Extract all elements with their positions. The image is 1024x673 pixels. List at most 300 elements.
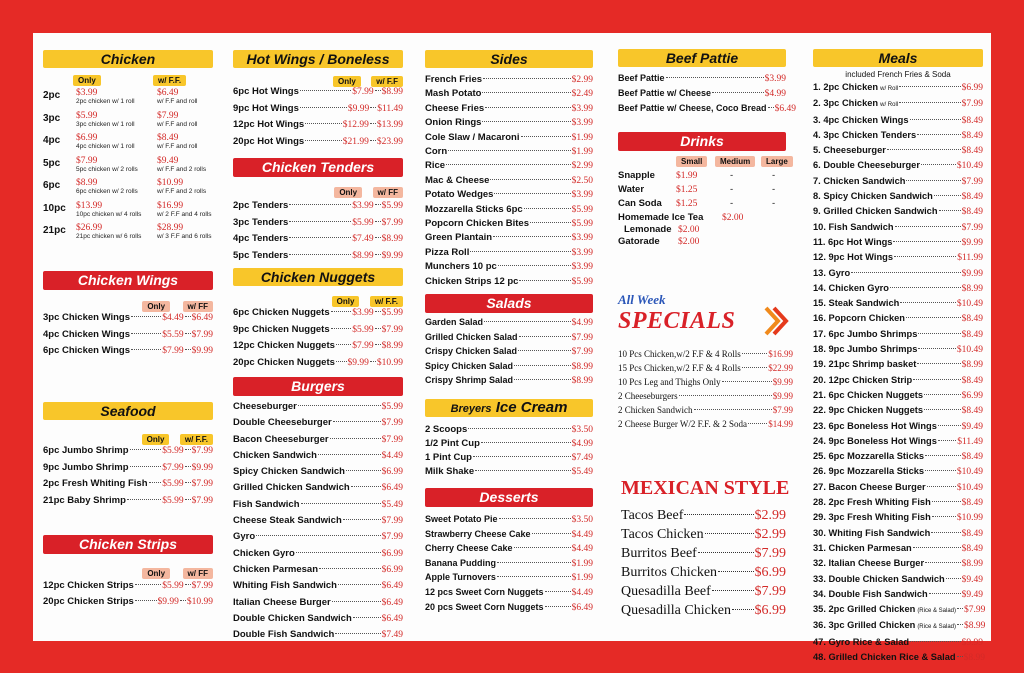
price-with-fries: $7.99 bbox=[381, 324, 403, 335]
price-with-fries: $10.99 bbox=[186, 597, 213, 607]
meal-name: 6. Double Cheeseburger bbox=[813, 160, 920, 171]
item-price: $6.99 bbox=[381, 467, 403, 478]
menu-item-row bbox=[233, 595, 403, 611]
item-name: Grilled Chicken Sandwich bbox=[233, 482, 350, 494]
price-with-fries: $9.99 bbox=[191, 346, 213, 356]
size-small-label: Small bbox=[676, 156, 707, 167]
menu-item-row bbox=[425, 542, 593, 557]
menu-item-row bbox=[233, 322, 403, 339]
meal-price: $8.49 bbox=[961, 314, 983, 325]
menu-item-row bbox=[618, 86, 786, 101]
chicken-qty: 3pc bbox=[43, 112, 61, 124]
dot-leader bbox=[722, 381, 772, 382]
chicken-only-detail: 6pc chicken w/ 2 rolls bbox=[76, 188, 138, 195]
meal-price: $9.49 bbox=[961, 421, 983, 432]
sides-section bbox=[425, 50, 593, 289]
dot-leader bbox=[332, 601, 381, 602]
meal-item-row bbox=[813, 618, 986, 634]
dot-leader bbox=[931, 532, 960, 533]
dot-leader bbox=[473, 456, 571, 457]
dot-leader bbox=[130, 466, 162, 467]
col-ff-label: w/ FF bbox=[183, 568, 213, 579]
dot-leader bbox=[353, 617, 381, 618]
chicken-only-price: $13.99 bbox=[76, 200, 103, 211]
meal-item-row bbox=[813, 572, 983, 587]
dot-leader bbox=[910, 119, 961, 120]
mexican-item-row bbox=[621, 544, 786, 563]
dot-leader bbox=[913, 379, 960, 380]
item-price: $3.50 bbox=[571, 515, 593, 525]
price-only: $8.99 bbox=[352, 250, 374, 261]
meal-item-row bbox=[813, 556, 983, 571]
dot-leader bbox=[370, 361, 376, 362]
chicken-ff-price: $28.99 bbox=[157, 223, 184, 233]
special-price: $22.99 bbox=[768, 363, 793, 373]
meal-price: $9.99 bbox=[961, 237, 983, 248]
gatorade-price: $2.00 bbox=[678, 237, 700, 247]
meal-price: $8.99 bbox=[961, 559, 983, 570]
dot-leader bbox=[470, 251, 570, 252]
menu-item-row bbox=[233, 134, 403, 151]
item-name: Popcorn Chicken Bites bbox=[425, 218, 529, 230]
dot-leader bbox=[135, 600, 157, 601]
chicken-ff-price: $6.49 bbox=[157, 88, 179, 98]
item-name: Grilled Chicken Salad bbox=[425, 331, 518, 342]
item-name: 20 pcs Sweet Corn Nuggets bbox=[425, 601, 544, 612]
meal-item-row bbox=[813, 143, 983, 158]
item-price: $6.99 bbox=[381, 564, 403, 575]
price-only: $5.99 bbox=[162, 479, 184, 489]
meal-name: 21. 6pc Chicken Nuggets bbox=[813, 389, 924, 400]
meal-item-row bbox=[813, 128, 983, 143]
dot-leader bbox=[301, 503, 381, 504]
meal-name: 15. Steak Sandwich bbox=[813, 298, 900, 309]
dot-leader bbox=[519, 280, 570, 281]
item-name: Double Cheeseburger bbox=[233, 417, 332, 429]
item-name: 2 Scoops bbox=[425, 424, 468, 435]
special-item-row bbox=[618, 403, 793, 417]
item-price: $2.49 bbox=[571, 89, 593, 100]
dot-leader bbox=[894, 256, 956, 257]
col-only-label: Only bbox=[334, 187, 362, 198]
dot-leader bbox=[130, 449, 162, 450]
price-only: $5.99 bbox=[162, 446, 184, 456]
chicken-only-detail: 2pc chicken w/ 1 roll bbox=[76, 98, 135, 105]
drink-medium-price: - bbox=[730, 198, 734, 209]
drink-small-price: $1.25 bbox=[676, 199, 698, 209]
dot-leader bbox=[934, 195, 961, 196]
meal-item-row bbox=[813, 464, 983, 479]
dot-leader bbox=[748, 423, 767, 424]
gatorade-label: Gatorade bbox=[618, 236, 660, 247]
meal-name: 47. Gyro Rice & Salad bbox=[813, 636, 910, 647]
dot-leader bbox=[131, 333, 161, 334]
chicken-qty: 21pc bbox=[43, 225, 66, 236]
item-name: Cheese Steak Sandwich bbox=[233, 515, 342, 527]
item-price: $4.49 bbox=[571, 587, 593, 598]
menu-item-row bbox=[618, 101, 796, 116]
dot-leader bbox=[499, 518, 571, 519]
price-with-fries: $7.99 bbox=[191, 446, 213, 456]
menu-item-row bbox=[43, 594, 213, 610]
meal-note: (Rice & Salad) bbox=[917, 624, 956, 631]
dot-leader bbox=[484, 321, 571, 322]
mexican-section bbox=[621, 476, 790, 620]
item-price: $5.99 bbox=[571, 204, 593, 215]
dot-leader bbox=[375, 237, 381, 238]
wings-header: Chicken Wings bbox=[43, 271, 213, 290]
item-price: $2.99 bbox=[571, 75, 593, 85]
price-with-fries: $8.99 bbox=[381, 87, 403, 97]
item-name: Double Chicken Sandwich bbox=[233, 612, 352, 624]
dot-leader bbox=[370, 123, 376, 124]
item-name: 12pc Chicken Nuggets bbox=[233, 340, 335, 351]
meal-item-row bbox=[813, 541, 983, 556]
item-name: 1/2 Pint Cup bbox=[425, 438, 480, 449]
meal-price: $8.49 bbox=[961, 329, 983, 340]
item-name: Spicy Chicken Salad bbox=[425, 360, 514, 371]
item-price: $3.99 bbox=[571, 247, 593, 258]
item-price: $6.99 bbox=[381, 548, 403, 559]
chicken-only-price: $3.99 bbox=[76, 88, 98, 98]
special-price: $14.99 bbox=[768, 419, 793, 429]
dot-leader bbox=[331, 311, 352, 312]
meal-name: 4. 3pc Chicken Tenders bbox=[813, 129, 917, 140]
strips-header: Chicken Strips bbox=[43, 535, 213, 554]
dot-leader bbox=[135, 584, 161, 585]
meal-price: $11.49 bbox=[957, 436, 983, 447]
meal-price: $8.49 bbox=[961, 146, 983, 157]
item-name: Cheeseburger bbox=[233, 401, 297, 412]
dot-leader bbox=[514, 547, 571, 548]
price-with-fries: $7.99 bbox=[191, 329, 213, 340]
menu-item-row bbox=[425, 116, 593, 130]
dot-leader bbox=[698, 552, 754, 553]
meal-item-row bbox=[813, 96, 983, 112]
dot-leader bbox=[338, 584, 381, 585]
item-name: 9pc Hot Wings bbox=[233, 102, 299, 114]
chicken-ff-price: $16.99 bbox=[157, 200, 184, 211]
menu-item-row bbox=[425, 203, 593, 217]
meal-name: 8. Spicy Chicken Sandwich bbox=[813, 191, 933, 202]
chevron-right-icon bbox=[762, 305, 790, 337]
dot-leader bbox=[370, 107, 376, 108]
meal-name: 32. Italian Cheese Burger bbox=[813, 558, 925, 569]
dot-leader bbox=[910, 641, 961, 642]
chicken-only-detail: 4pc chicken w/ 1 roll bbox=[76, 143, 135, 150]
item-name: Milk Shake bbox=[425, 466, 475, 477]
dot-leader bbox=[938, 440, 956, 441]
menu-item-row bbox=[425, 331, 593, 346]
tenders-section bbox=[233, 158, 403, 264]
mexican-title: MEXICAN STYLE bbox=[621, 477, 790, 499]
meal-item-row bbox=[813, 296, 983, 311]
dot-leader bbox=[694, 409, 772, 410]
chicken-only-detail: 21pc chicken w/ 6 rolls bbox=[76, 233, 142, 240]
special-price: $9.99 bbox=[772, 377, 793, 387]
chicken-only-price: $6.99 bbox=[76, 133, 98, 143]
chicken-only-price: $26.99 bbox=[76, 223, 103, 233]
dot-leader bbox=[482, 121, 570, 122]
menu-item-row bbox=[233, 627, 403, 643]
meal-name: 14. Chicken Gyro bbox=[813, 282, 889, 293]
dot-leader bbox=[851, 272, 960, 273]
special-name: 2 Cheese Burger W/2 F.F. & 2 Soda bbox=[618, 419, 747, 429]
dot-leader bbox=[375, 344, 381, 345]
dot-leader bbox=[370, 140, 376, 141]
dot-leader bbox=[482, 92, 570, 93]
price-only: $9.99 bbox=[157, 597, 179, 607]
price-with-fries: $23.99 bbox=[376, 136, 403, 147]
item-name: 20pc Hot Wings bbox=[233, 135, 305, 147]
chicken-ff-detail: w/ 3 F.F and 6 rolls bbox=[157, 233, 212, 240]
menu-item-row bbox=[233, 198, 403, 215]
item-name: Mac & Cheese bbox=[425, 174, 490, 186]
chicken-only-detail: 3pc chicken w/ 1 roll bbox=[76, 120, 135, 128]
dot-leader bbox=[336, 361, 347, 362]
price-with-fries: $7.99 bbox=[191, 581, 213, 591]
dot-leader bbox=[185, 316, 191, 317]
meal-name: 11. 6pc Hot Wings bbox=[813, 236, 893, 247]
dot-leader bbox=[917, 134, 960, 135]
specials-section bbox=[618, 293, 793, 431]
chicken-ff-detail: w/ F.F and 2 rolls bbox=[157, 165, 207, 173]
meal-name: 25. 6pc Mozzarella Sticks bbox=[813, 451, 925, 462]
meal-item-row bbox=[813, 510, 983, 525]
dot-leader bbox=[957, 624, 963, 625]
drink-large-price: - bbox=[772, 170, 776, 181]
menu-item-row bbox=[233, 248, 403, 265]
special-name: 10 Pcs Leg and Thighs Only bbox=[618, 377, 721, 387]
meal-price: $7.99 bbox=[961, 99, 983, 110]
drink-name: Water bbox=[618, 184, 645, 195]
dot-leader bbox=[705, 533, 754, 534]
item-name: 12pc Hot Wings bbox=[233, 119, 305, 130]
drink-medium-price: - bbox=[730, 184, 734, 195]
item-price: $5.99 bbox=[381, 402, 403, 412]
dot-leader bbox=[899, 86, 961, 87]
meal-item-row bbox=[813, 357, 983, 372]
col-only-label: Only bbox=[142, 434, 170, 445]
col-ff-label: w/ F.F bbox=[371, 76, 403, 87]
dot-leader bbox=[343, 519, 381, 520]
meal-item-row bbox=[813, 235, 983, 250]
chicken-only-detail: 10pc chicken w/ 4 rolls bbox=[76, 210, 142, 218]
menu-item-row bbox=[425, 513, 593, 528]
meal-price: $8.49 bbox=[961, 207, 983, 218]
icecream-section bbox=[425, 399, 593, 479]
menu-sheet bbox=[33, 33, 991, 663]
special-item-row bbox=[618, 375, 793, 389]
dot-leader bbox=[475, 470, 571, 471]
price-with-fries: $11.49 bbox=[377, 103, 403, 114]
dot-leader bbox=[185, 584, 191, 585]
dot-leader bbox=[917, 363, 960, 364]
dot-leader bbox=[289, 221, 351, 222]
menu-item-row bbox=[233, 338, 403, 355]
price-with-fries: $8.99 bbox=[381, 341, 403, 351]
meal-price: $6.99 bbox=[961, 83, 983, 93]
dot-leader bbox=[375, 328, 381, 329]
col-ff-label: w/ F.F. bbox=[180, 434, 213, 445]
meal-item-row bbox=[813, 80, 983, 96]
price-with-fries: $9.99 bbox=[381, 250, 403, 261]
special-price: $16.99 bbox=[768, 349, 793, 359]
drinks-section bbox=[618, 132, 786, 257]
meal-name: 29. 3pc Fresh Whiting Fish bbox=[813, 512, 931, 523]
item-name: Pizza Roll bbox=[425, 246, 470, 258]
drink-name: Snapple bbox=[618, 170, 655, 181]
item-name: French Fries bbox=[425, 74, 483, 85]
chicken-only-price: $8.99 bbox=[76, 178, 98, 188]
meal-price: $7.99 bbox=[961, 222, 983, 233]
item-name: 6pc Hot Wings bbox=[233, 86, 299, 97]
item-price: $8.99 bbox=[571, 361, 593, 372]
meal-price: $11.99 bbox=[957, 253, 983, 264]
dot-leader bbox=[918, 348, 956, 349]
item-name: 3pc Tenders bbox=[233, 216, 289, 228]
meal-item-row bbox=[813, 526, 983, 541]
dot-leader bbox=[298, 405, 381, 406]
item-price: $2.99 bbox=[571, 161, 593, 172]
dot-leader bbox=[493, 236, 571, 237]
meal-item-row bbox=[813, 373, 983, 388]
dot-leader bbox=[185, 349, 191, 350]
dot-leader bbox=[514, 365, 571, 366]
chicken-ff-price: $7.99 bbox=[157, 110, 179, 121]
meal-price: $8.99 bbox=[961, 283, 983, 294]
dot-leader bbox=[518, 350, 571, 351]
item-price: $4.49 bbox=[381, 450, 403, 461]
dot-leader bbox=[712, 590, 754, 591]
chicken-qty: 4pc bbox=[43, 135, 61, 146]
price-only: $7.99 bbox=[162, 346, 184, 356]
price-with-fries: $7.99 bbox=[191, 479, 213, 489]
meal-item-row bbox=[813, 311, 983, 326]
meal-price: $7.99 bbox=[961, 176, 983, 187]
price-with-fries: $13.99 bbox=[376, 120, 403, 130]
chicken-only-price: $7.99 bbox=[76, 155, 98, 166]
dot-leader bbox=[185, 466, 191, 467]
meal-item-row bbox=[813, 281, 983, 296]
mexican-item-name: Burritos Beef bbox=[621, 546, 697, 561]
menu-item-row bbox=[233, 231, 403, 248]
drink-large-price: - bbox=[772, 184, 776, 195]
dot-leader bbox=[185, 449, 191, 450]
dot-leader bbox=[336, 344, 351, 345]
dot-leader bbox=[925, 470, 956, 471]
dot-leader bbox=[490, 179, 570, 180]
chicken-only-price: $5.99 bbox=[76, 110, 98, 121]
meal-price: $7.99 bbox=[964, 605, 986, 616]
dot-leader bbox=[289, 254, 351, 255]
meal-name: 9. Grilled Chicken Sandwich bbox=[813, 206, 938, 217]
menu-item-row bbox=[425, 275, 593, 289]
menu-item-row bbox=[233, 215, 403, 232]
price-only: $12.99 bbox=[342, 120, 369, 130]
meal-item-row bbox=[813, 342, 983, 357]
item-name: Onion Rings bbox=[425, 117, 482, 129]
meal-price: $8.99 bbox=[963, 652, 985, 663]
meal-item-row bbox=[813, 403, 983, 418]
dot-leader bbox=[932, 516, 956, 517]
special-item-row bbox=[618, 389, 793, 403]
menu-item-row bbox=[43, 443, 213, 460]
meal-note: w/ Roll bbox=[880, 86, 899, 92]
meal-price: $10.49 bbox=[956, 161, 983, 172]
dot-leader bbox=[899, 102, 961, 103]
price-only: $5.99 bbox=[162, 495, 184, 506]
item-price: $4.99 bbox=[764, 89, 786, 99]
item-name: 6pc Jumbo Shrimp bbox=[43, 445, 129, 456]
dot-leader bbox=[925, 455, 961, 456]
dot-leader bbox=[514, 379, 571, 380]
chicken-ff-price: $8.49 bbox=[157, 133, 179, 143]
dot-leader bbox=[296, 552, 381, 553]
mexican-item-price: $2.99 bbox=[754, 508, 786, 523]
chicken-ff-price: $10.99 bbox=[157, 178, 184, 188]
chicken-qty: 10pc bbox=[43, 202, 66, 214]
item-name: Beef Pattie w/ Cheese, Coco Bread bbox=[618, 103, 767, 113]
item-name: 4pc Chicken Wings bbox=[43, 328, 131, 340]
item-price: $6.49 bbox=[381, 597, 403, 608]
chicken-section bbox=[43, 50, 213, 248]
dot-leader bbox=[519, 336, 571, 337]
hotwings-section bbox=[233, 50, 403, 150]
price-with-fries: $8.99 bbox=[381, 234, 403, 244]
item-name: Beef Pattie w/ Cheese bbox=[618, 88, 712, 98]
dot-leader bbox=[185, 499, 191, 500]
meal-price: $8.49 bbox=[961, 452, 983, 463]
menu-item-row bbox=[233, 355, 403, 372]
menu-item-row bbox=[43, 476, 213, 493]
item-price: $6.49 bbox=[381, 483, 403, 494]
dot-leader bbox=[318, 454, 381, 455]
price-only: $5.99 bbox=[352, 217, 374, 228]
meal-name: 26. 9pc Mozzarella Sticks bbox=[813, 466, 925, 477]
dot-leader bbox=[521, 136, 571, 137]
item-name: Beef Pattie bbox=[618, 73, 665, 83]
dot-leader bbox=[732, 609, 753, 610]
specials-title: SPECIALS bbox=[618, 308, 736, 334]
price-only: $5.99 bbox=[162, 581, 184, 591]
meal-price: $8.49 bbox=[961, 115, 983, 126]
item-price: $3.99 bbox=[571, 103, 593, 114]
item-name: Cheese Fries bbox=[425, 102, 485, 114]
chicken-ff-detail: w/ F.F and 2 rolls bbox=[157, 188, 207, 195]
tenders-header: Chicken Tenders bbox=[233, 158, 403, 177]
beef-section bbox=[618, 49, 796, 116]
menu-item-row bbox=[43, 493, 213, 510]
menu-item-row bbox=[425, 217, 593, 231]
dot-leader bbox=[498, 265, 571, 266]
item-price: $3.99 bbox=[571, 233, 593, 244]
lemonade-label: Lemonade bbox=[624, 224, 672, 235]
meal-price: $8.49 bbox=[961, 543, 983, 554]
mexican-item-price: $2.99 bbox=[754, 527, 786, 542]
price-only: $4.49 bbox=[162, 313, 184, 323]
item-price: $5.49 bbox=[571, 467, 593, 477]
meal-name: 5. Cheeseburger bbox=[813, 145, 886, 156]
desserts-section bbox=[425, 488, 593, 615]
dot-leader bbox=[446, 164, 571, 165]
mexican-item-row bbox=[621, 601, 786, 620]
dot-leader bbox=[887, 149, 961, 150]
price-only: $7.99 bbox=[352, 341, 374, 351]
menu-item-row bbox=[233, 117, 403, 134]
item-name: Italian Cheese Burger bbox=[233, 596, 331, 608]
item-name: 5pc Tenders bbox=[233, 249, 289, 261]
